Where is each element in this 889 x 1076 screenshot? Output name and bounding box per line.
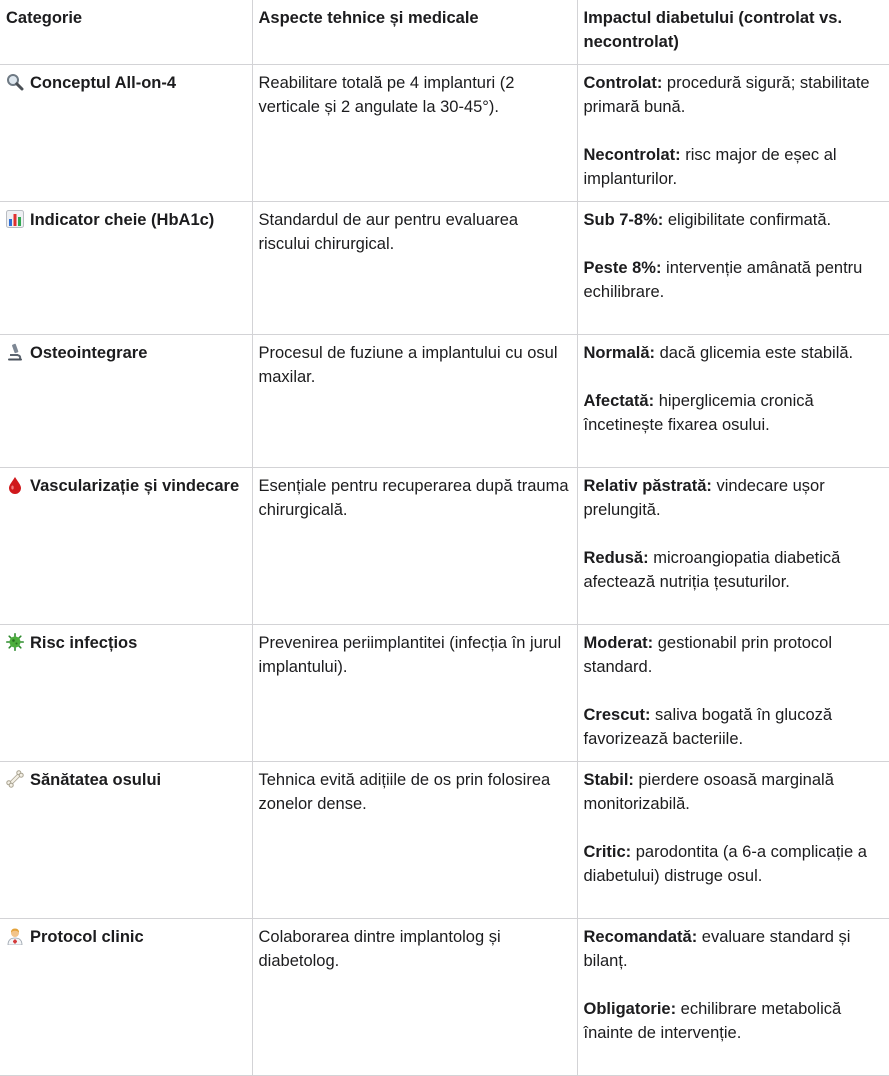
category-cell bbox=[0, 202, 252, 335]
table-row bbox=[0, 335, 889, 468]
impact-controlled: Sub 7-8%: eligibilitate confirmată. bbox=[583, 211, 832, 229]
category-label: Vascularizație și vindecare bbox=[30, 477, 240, 495]
aspect-cell: Prevenirea periimplantitei (infecția în jurul implantului). bbox=[252, 625, 577, 762]
aspect-cell: Esențiale pentru recuperarea după trauma chirurgicală. bbox=[252, 468, 577, 625]
impact-cell bbox=[577, 468, 889, 625]
aspect-cell: Colaborarea dintre implantolog și diabetolog. bbox=[252, 919, 577, 1076]
bar-chart-icon bbox=[6, 208, 30, 232]
health-worker-icon bbox=[6, 925, 30, 949]
table-row bbox=[0, 919, 889, 1076]
category-label: Indicator cheie (HbA1c) bbox=[30, 211, 215, 229]
table-row bbox=[0, 65, 889, 202]
impact-controlled: Controlat: procedură sigură; stabilitate primară bună. bbox=[583, 74, 870, 116]
table-header-row bbox=[0, 0, 889, 65]
category-cell bbox=[0, 65, 252, 202]
aspect-cell: Procesul de fuziune a implantului cu osul maxilar. bbox=[252, 335, 577, 468]
blood-drop-icon bbox=[6, 474, 30, 498]
category-label: Risc infecțios bbox=[30, 634, 138, 652]
header-category: Categorie bbox=[0, 0, 252, 65]
category-label: Protocol clinic bbox=[30, 928, 144, 946]
microbe-icon bbox=[6, 631, 30, 655]
impact-uncontrolled: Crescut: saliva bogată în glucoză favorizează bacteriile. bbox=[583, 706, 833, 748]
header-impact: Impactul diabetului (controlat vs. necontrolat) bbox=[577, 0, 889, 65]
impact-cell bbox=[577, 919, 889, 1076]
table-row bbox=[0, 468, 889, 625]
impact-controlled: Moderat: gestionabil prin protocol standard. bbox=[583, 634, 833, 676]
impact-cell bbox=[577, 335, 889, 468]
microscope-icon bbox=[6, 341, 30, 365]
table-row bbox=[0, 762, 889, 919]
impact-cell bbox=[577, 65, 889, 202]
impact-controlled: Stabil: pierdere osoasă marginală monitorizabilă. bbox=[583, 771, 834, 813]
impact-uncontrolled: Critic: parodontita (a 6-a complicație a diabetului) distruge osul. bbox=[583, 843, 867, 885]
impact-controlled: Relativ păstrată: vindecare ușor prelungită. bbox=[583, 477, 825, 519]
category-cell bbox=[0, 762, 252, 919]
impact-uncontrolled: Redusă: microangiopatia diabetică afectează nutriția țesuturilor. bbox=[583, 549, 841, 591]
magnifying-glass-icon bbox=[6, 71, 30, 95]
impact-controlled: Normală: dacă glicemia este stabilă. bbox=[583, 344, 854, 362]
aspect-cell: Tehnica evită adițiile de os prin folosirea zonelor dense. bbox=[252, 762, 577, 919]
bone-icon bbox=[6, 768, 30, 792]
table-row bbox=[0, 625, 889, 762]
impact-cell bbox=[577, 625, 889, 762]
impact-uncontrolled: Peste 8%: intervenție amânată pentru echilibrare. bbox=[583, 259, 863, 301]
category-cell bbox=[0, 919, 252, 1076]
impact-uncontrolled: Afectată: hiperglicemia cronică încetinește fixarea osului. bbox=[583, 392, 814, 434]
category-cell bbox=[0, 625, 252, 762]
aspect-cell: Standardul de aur pentru evaluarea riscului chirurgical. bbox=[252, 202, 577, 335]
category-label: Sănătatea osului bbox=[30, 771, 162, 789]
impact-controlled: Recomandată: evaluare standard și bilanț. bbox=[583, 928, 851, 970]
category-label: Osteointegrare bbox=[30, 344, 148, 362]
table-row bbox=[0, 202, 889, 335]
impact-uncontrolled: Necontrolat: risc major de eșec al implanturilor. bbox=[583, 146, 837, 188]
aspect-cell: Reabilitare totală pe 4 implanturi (2 verticale și 2 angulate la 30-45°). bbox=[252, 65, 577, 202]
category-cell bbox=[0, 335, 252, 468]
impact-cell bbox=[577, 202, 889, 335]
category-label: Conceptul All-on-4 bbox=[30, 74, 177, 92]
header-aspects: Aspecte tehnice și medicale bbox=[252, 0, 577, 65]
impact-cell bbox=[577, 762, 889, 919]
category-cell bbox=[0, 468, 252, 625]
impact-uncontrolled: Obligatorie: echilibrare metabolică înainte de intervenție. bbox=[583, 1000, 842, 1042]
